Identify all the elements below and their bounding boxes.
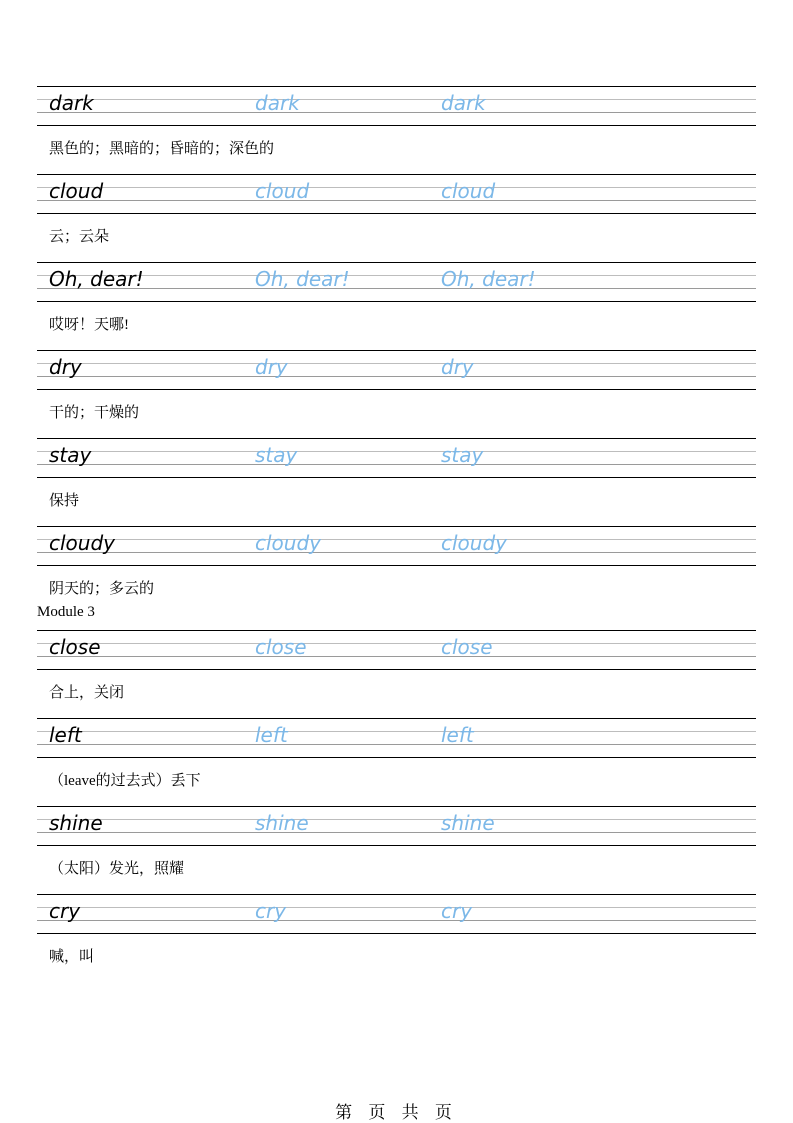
meaning-row <box>37 214 756 262</box>
meaning-row <box>37 934 756 982</box>
word-trace-text: close <box>255 635 307 659</box>
word-slot-trace-1[interactable] <box>237 718 427 758</box>
word-trace-text: dry <box>255 355 288 379</box>
word-slot-trace-2[interactable] <box>427 526 756 566</box>
word-slot-trace-2[interactable] <box>427 630 756 670</box>
word-slot-model <box>37 262 237 302</box>
writing-row[interactable] <box>37 806 756 846</box>
word-slot-model <box>37 438 237 478</box>
word-slot-trace-2[interactable] <box>427 894 756 934</box>
word-text: cloudy <box>49 531 115 555</box>
writing-row[interactable] <box>37 438 756 478</box>
meaning-text: 阴天的；多云的 <box>49 581 155 597</box>
word-trace-text: dark <box>441 91 486 115</box>
word-trace-text: dark <box>255 91 300 115</box>
word-text: dry <box>49 355 82 379</box>
word-slot-model <box>37 350 237 390</box>
word-slot-trace-2[interactable] <box>427 350 756 390</box>
word-trace-text: cloudy <box>441 531 507 555</box>
word-slot-trace-2[interactable] <box>427 86 756 126</box>
word-trace-text: left <box>255 723 288 747</box>
meaning-row <box>37 478 756 526</box>
word-trace-text: cry <box>255 899 287 923</box>
word-text: cry <box>49 899 81 923</box>
meaning-row <box>37 758 756 806</box>
word-text: stay <box>49 443 92 467</box>
module-heading: Module 3 <box>37 604 95 620</box>
word-trace-text: stay <box>441 443 484 467</box>
word-entry <box>37 262 756 350</box>
meaning-row <box>37 302 756 350</box>
word-slot-trace-1[interactable] <box>237 262 427 302</box>
writing-row[interactable] <box>37 526 756 566</box>
word-slot-model <box>37 894 237 934</box>
word-trace-text: close <box>441 635 493 659</box>
word-slot-model <box>37 718 237 758</box>
word-trace-text: cloud <box>255 179 310 203</box>
word-slot-trace-2[interactable] <box>427 438 756 478</box>
meaning-text: 干的；干燥的 <box>49 405 140 421</box>
word-slot-trace-2[interactable] <box>427 174 756 214</box>
word-slot-model <box>37 86 237 126</box>
word-entry <box>37 718 756 806</box>
writing-row[interactable] <box>37 86 756 126</box>
meaning-text: （太阳）发光，照耀 <box>49 861 185 877</box>
meaning-text: 哎呀！天哪! <box>49 317 129 333</box>
writing-row[interactable] <box>37 630 756 670</box>
word-trace-text: dry <box>441 355 474 379</box>
page-footer: 第 页 共 页 <box>335 1103 458 1122</box>
meaning-text: 云；云朵 <box>49 229 110 245</box>
word-slot-model <box>37 630 237 670</box>
word-entry <box>37 630 756 718</box>
word-trace-text: shine <box>441 811 495 835</box>
word-entry <box>37 894 756 982</box>
word-trace-text: cloudy <box>255 531 321 555</box>
word-slot-model <box>37 806 237 846</box>
word-trace-text: Oh, dear! <box>441 267 536 291</box>
word-trace-text: Oh, dear! <box>255 267 350 291</box>
word-slot-trace-1[interactable] <box>237 806 427 846</box>
meaning-row <box>37 566 756 630</box>
word-slot-trace-1[interactable] <box>237 174 427 214</box>
word-slot-trace-2[interactable] <box>427 718 756 758</box>
word-trace-text: cry <box>441 899 473 923</box>
writing-row[interactable] <box>37 174 756 214</box>
word-entry <box>37 350 756 438</box>
word-entry <box>37 438 756 526</box>
word-text: shine <box>49 811 103 835</box>
word-text: dark <box>49 91 94 115</box>
word-list <box>37 86 756 982</box>
meaning-text: 保持 <box>49 493 80 509</box>
word-entry <box>37 86 756 174</box>
word-entry <box>37 806 756 894</box>
word-text: Oh, dear! <box>49 267 144 291</box>
word-slot-trace-1[interactable] <box>237 630 427 670</box>
meaning-text: （leave的过去式）丢下 <box>49 773 201 789</box>
word-trace-text: shine <box>255 811 309 835</box>
writing-row[interactable] <box>37 718 756 758</box>
word-trace-text: left <box>441 723 474 747</box>
word-slot-trace-1[interactable] <box>237 894 427 934</box>
writing-row[interactable] <box>37 350 756 390</box>
meaning-row <box>37 390 756 438</box>
meaning-row <box>37 846 756 894</box>
word-slot-trace-2[interactable] <box>427 806 756 846</box>
meaning-row <box>37 126 756 174</box>
word-text: close <box>49 635 101 659</box>
word-slot-model <box>37 174 237 214</box>
word-trace-text: cloud <box>441 179 496 203</box>
word-text: left <box>49 723 82 747</box>
word-text: cloud <box>49 179 104 203</box>
meaning-row <box>37 670 756 718</box>
word-slot-trace-1[interactable] <box>237 350 427 390</box>
word-slot-model <box>37 526 237 566</box>
meaning-text: 黑色的；黑暗的；昏暗的；深色的 <box>49 141 275 157</box>
word-trace-text: stay <box>255 443 298 467</box>
meaning-text: 合上，关闭 <box>49 685 125 701</box>
writing-row[interactable] <box>37 894 756 934</box>
word-slot-trace-1[interactable] <box>237 86 427 126</box>
word-slot-trace-1[interactable] <box>237 438 427 478</box>
word-slot-trace-1[interactable] <box>237 526 427 566</box>
word-entry <box>37 526 756 630</box>
word-entry <box>37 174 756 262</box>
meaning-text: 喊，叫 <box>49 949 95 965</box>
word-slot-trace-2[interactable] <box>427 262 756 302</box>
writing-row[interactable] <box>37 262 756 302</box>
